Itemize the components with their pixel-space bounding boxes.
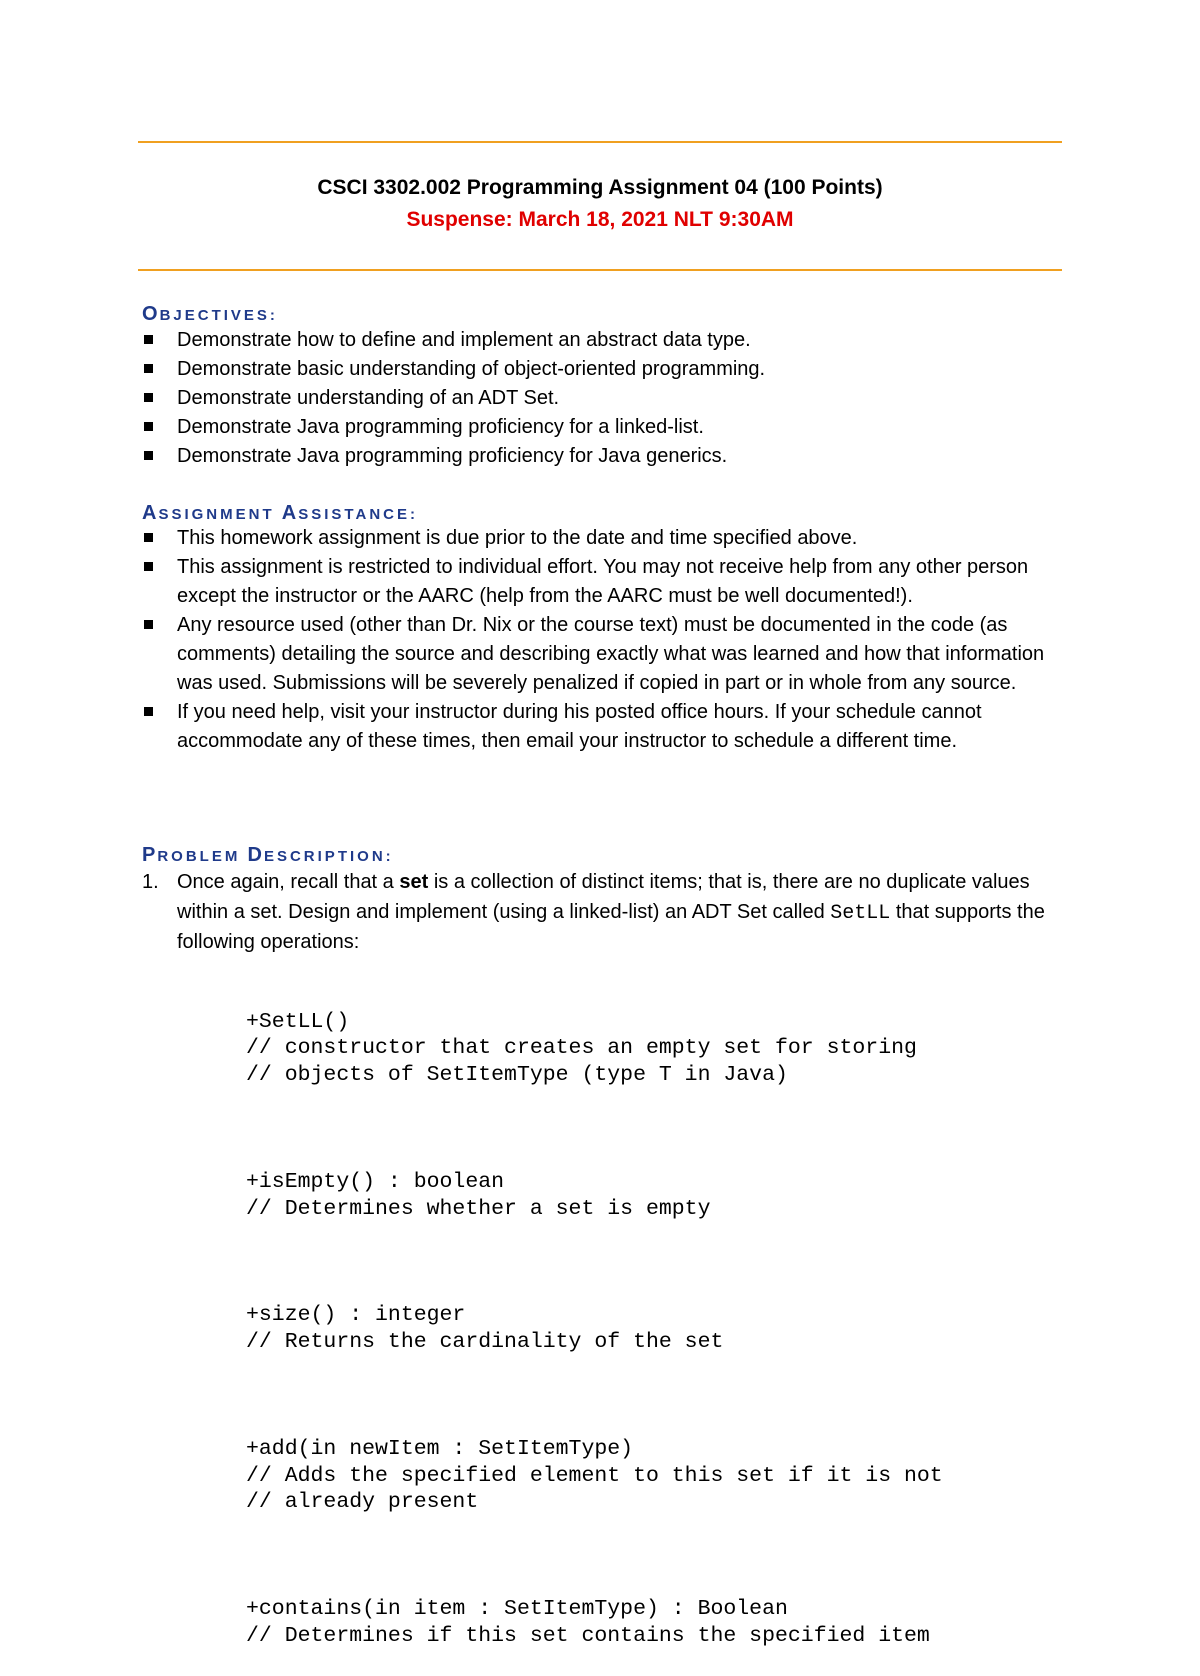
bottom-rule bbox=[138, 269, 1062, 271]
bullet-icon bbox=[144, 533, 153, 542]
bullet-icon bbox=[144, 422, 153, 431]
problem-heading: PROBLEM DESCRIPTION: bbox=[142, 844, 394, 866]
top-rule bbox=[138, 141, 1062, 143]
suspense-date: Suspense: March 18, 2021 NLT 9:30AM bbox=[406, 208, 794, 231]
bullet-icon bbox=[144, 707, 153, 716]
bullet-icon bbox=[144, 364, 153, 373]
bullet-icon bbox=[144, 451, 153, 460]
list-item: Any resource used (other than Dr. Nix or the course text) must be documented in the code (as comments) detailing the source and describing exactly what was learned and how that information was used. Submissions will be severely penalized if copied in part or in whole from any source. bbox=[142, 611, 1062, 698]
operations-code-block bbox=[246, 982, 943, 1676]
bullet-icon bbox=[144, 335, 153, 344]
page-title: CSCI 3302.002 Programming Assignment 04 (100 Points) bbox=[317, 176, 883, 199]
assistance-heading: ASSIGNMENT ASSISTANCE: bbox=[142, 502, 418, 524]
operation-setll: +SetLL() // constructor that creates an empty set for storing // objects of SetItemType (type T in Java) bbox=[246, 1009, 917, 1088]
operation-add: +add(in newItem : SetItemType) // Adds the specified element to this set if it is not // already present bbox=[246, 1436, 943, 1515]
objectives-list bbox=[142, 326, 1072, 471]
assistance-list bbox=[142, 524, 1062, 756]
operation-size: +size() : integer // Returns the cardinality of the set bbox=[246, 1303, 724, 1355]
list-item: Demonstrate how to define and implement an abstract data type. bbox=[142, 326, 1072, 355]
bullet-icon bbox=[144, 393, 153, 402]
list-item: Demonstrate understanding of an ADT Set. bbox=[142, 384, 1072, 413]
list-item: Demonstrate Java programming proficiency for a linked-list. bbox=[142, 413, 1072, 442]
list-item: This assignment is restricted to individual effort. You may not receive help from any other person except the instructor or the AARC (help from the AARC must be well documented!). bbox=[142, 553, 1062, 611]
operation-contains: +contains(in item : SetItemType) : Boolean // Determines if this set contains the specified item bbox=[246, 1597, 930, 1648]
list-item: Demonstrate basic understanding of object-oriented programming. bbox=[142, 355, 1072, 384]
bullet-icon bbox=[144, 562, 153, 571]
list-item: If you need help, visit your instructor during his posted office hours. If your schedule cannot accommodate any of these times, then email your instructor to schedule a different time. bbox=[142, 698, 1062, 756]
bullet-icon bbox=[144, 620, 153, 629]
objectives-heading: OBJECTIVES: bbox=[142, 303, 278, 325]
operation-isempty: +isEmpty() : boolean // Determines whether a set is empty bbox=[246, 1169, 711, 1221]
problem-number: 1. bbox=[142, 871, 159, 893]
list-item: Demonstrate Java programming proficiency for Java generics. bbox=[142, 442, 1072, 471]
list-item: This homework assignment is due prior to the date and time specified above. bbox=[142, 524, 1062, 553]
problem-text: Once again, recall that a set is a collection of distinct items; that is, there are no duplicate values within a set. Design and implement (using a linked-list) an ADT Set called SetLL that supports the following operations: bbox=[177, 871, 1045, 953]
